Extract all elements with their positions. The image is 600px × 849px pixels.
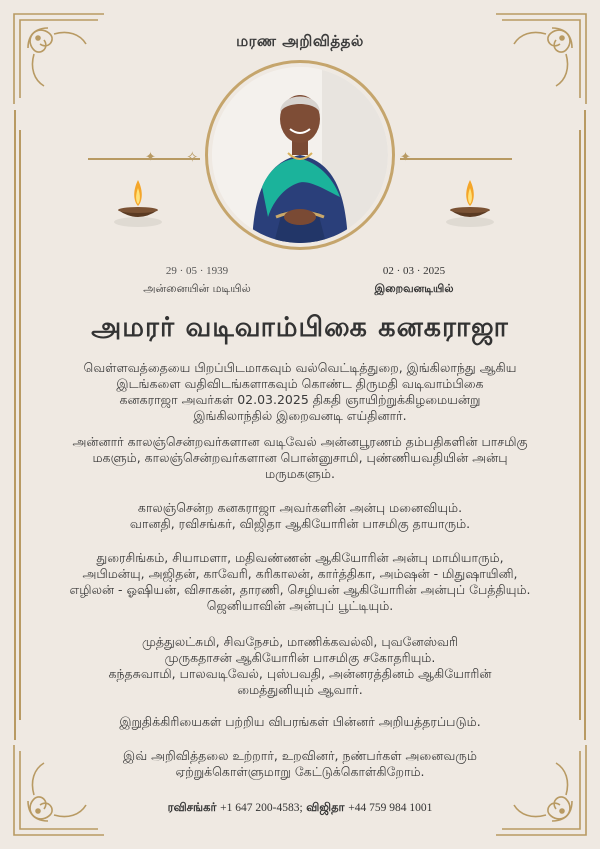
sparkle-icon: ✧: [186, 148, 199, 166]
text-line: இங்கிலாந்தில் இறைவனடி எய்தினார்.: [193, 408, 407, 423]
divider-right: [400, 158, 512, 160]
text-line: துரைசிங்கம், சியாமளா, மதிவண்ணன் ஆகியோரின் அன்பு மாமியாரும்,: [96, 550, 504, 565]
paragraph: [40, 500, 560, 532]
text-line: முத்துலட்சுமி, சிவநேசம், மாணிக்கவல்லி, புவனேஸ்வரி: [141, 634, 458, 649]
divider-left: [88, 158, 200, 160]
birth-date: 29 · 05 · 1939: [165, 265, 229, 277]
contact-line: [0, 800, 600, 816]
border-right-outer: [584, 110, 586, 740]
text-line: முருகதாசன் ஆகியோரின் பாசமிகு சகோதரியும்.: [164, 650, 436, 665]
sparkle-icon: ✦: [145, 150, 156, 165]
text-line: கந்தசுவாமி, பாலவடிவேல், புஸ்பவதி, அன்னரத்தினம் ஆகியோரின்: [108, 666, 492, 681]
contact-phone-1[interactable]: +1 647 200-4583;: [220, 802, 303, 814]
oil-lamp-icon: [440, 172, 500, 232]
contact-name-1: ரவிசங்கர்: [167, 800, 217, 814]
text-line: எழிலன் - ஓஷியன், விசாகன், தாரணி, செழியன் ஆகியோரின் அன்புப் பேத்தியும்.: [69, 582, 531, 597]
paragraph: [40, 748, 560, 780]
border-right-inner: [579, 130, 581, 720]
paragraph: [40, 634, 560, 698]
text-line: இடங்களை வதிவிடங்களாகவும் கொண்ட திருமதி வடிவாம்பிகை: [116, 376, 484, 391]
death-date: 02 · 03 · 2025: [382, 265, 446, 277]
paragraph: [40, 360, 560, 424]
text-line: மகளும், காலஞ்சென்றவர்களான பொன்னுசாமி, புண்ணியவதியின் அன்பு: [92, 450, 508, 465]
text-line: இவ் அறிவித்தலை உற்றார், உறவினர், நண்பர்கள் அனைவரும்: [123, 748, 477, 763]
paragraph: [40, 714, 560, 730]
border-left-outer: [14, 110, 16, 740]
birth-label: அன்னையின் மடியில்: [143, 282, 251, 295]
text-line: ஜெனியாவின் அன்புப் பூட்டியும்.: [206, 598, 394, 613]
corner-ornament-icon: [8, 8, 108, 108]
text-line: வெள்ளவத்தையை பிறப்பிடமாகவும் வல்வெட்டித்துறை, இங்கிலாந்து ஆகிய: [83, 360, 517, 375]
text-line: இறுதிக்கிரியைகள் பற்றிய விபரங்கள் பின்னர் அறியத்தரப்படும்.: [119, 714, 481, 729]
text-line: அபிமன்யு, அஜிதன், காவேரி, கரிகாலன், கார்த்திகா, அம்ஷன் - மிதுஷாயினி,: [82, 566, 518, 581]
deceased-name: அமரர் வடிவாம்பிகை கனகராஜா: [91, 312, 509, 343]
contact-name-2: விஜிதா: [306, 800, 345, 814]
page-title: மரண அறிவித்தல்: [236, 32, 364, 50]
sparkle-icon: ✦: [400, 150, 411, 165]
text-line: அன்னார் காலஞ்சென்றவர்களான வடிவேல் அன்னபூரணம் தம்பதிகளின் பாசமிகு: [72, 434, 528, 449]
text-line: ஏற்றுக்கொள்ளுமாறு கேட்டுக்கொள்கிறோம்.: [175, 764, 425, 779]
text-line: காலஞ்சென்ற கனகராஜா அவர்களின் அன்பு மனைவியும்.: [137, 500, 463, 515]
paragraph: [40, 434, 560, 482]
portrait-photo: [212, 67, 388, 243]
text-line: வானதி, ரவிசங்கர், விஜிதா ஆகியோரின் பாசமிகு தாயாரும்.: [129, 516, 471, 531]
contact-phone-2[interactable]: +44 759 984 1001: [348, 802, 433, 814]
text-line: மருமகளும்.: [265, 466, 335, 481]
death-label: இறைவனடியில்: [374, 282, 454, 295]
paragraph: [40, 550, 560, 614]
oil-lamp-icon: [108, 172, 168, 232]
text-line: மைத்துனியும் ஆவார்.: [237, 682, 363, 697]
border-left-inner: [19, 130, 21, 720]
corner-ornament-icon: [492, 8, 592, 108]
text-line: கனகராஜா அவர்கள் 02.03.2025 திகதி ஞாயிற்றுக்கிழமையன்று: [119, 392, 481, 407]
